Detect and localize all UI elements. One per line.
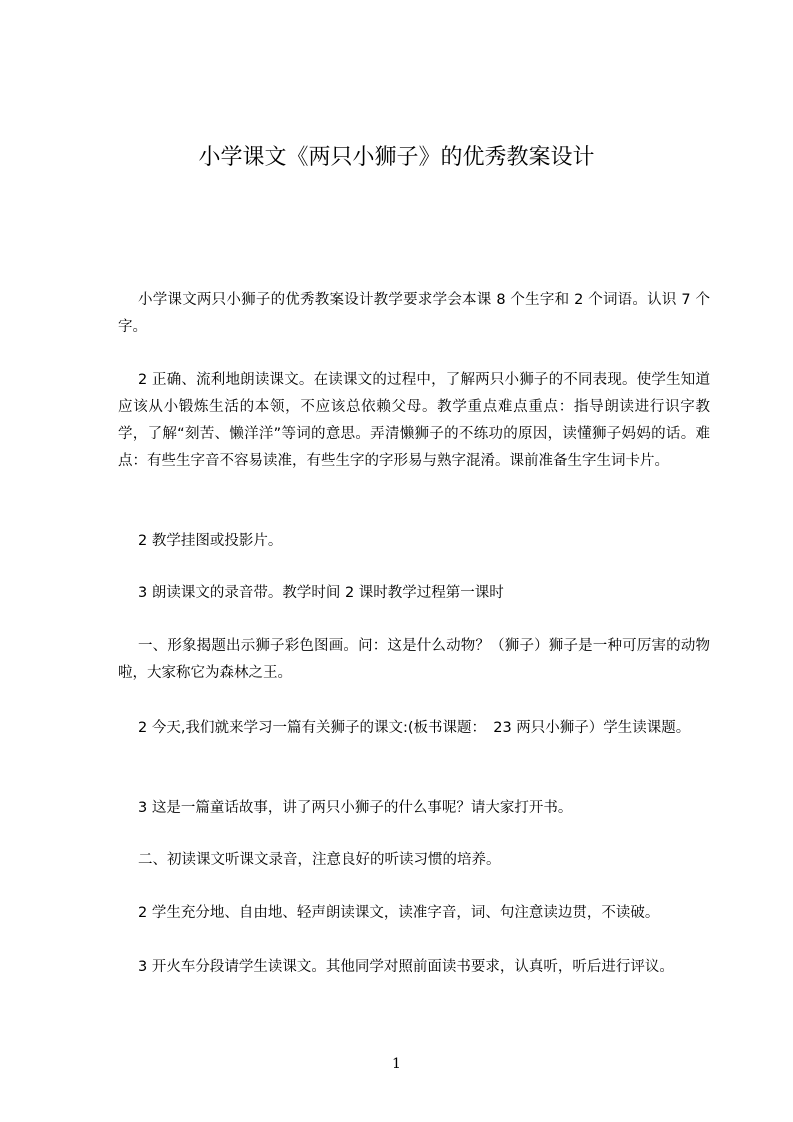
paragraph-1: 小学课文两只小狮子的优秀教案设计教学要求学会本课 8 个生字和 2 个词语。认识 7 个字。	[118, 292, 710, 335]
paragraph-9: 2 学生充分地、自由地、轻声朗读课文，读准字音，词、句注意读边贯，不读破。	[138, 905, 660, 921]
paragraph-10: 3 开火车分段请学生读课文。其他同学对照前面读书要求，认真听，听后进行评议。	[138, 959, 674, 975]
document-title: 小学课文《两只小狮子》的优秀教案设计	[198, 145, 595, 170]
paragraph-5: 一、形象揭题出示狮子彩色图画。问：这是什么动物？（狮子）狮子是一种可厉害的动物啦，大家称它为森林之王。	[118, 638, 710, 681]
paragraph-4: 3 朗读课文的录音带。教学时间 2 课时教学过程第一课时	[138, 585, 504, 601]
paragraph-8: 二、初读课文听课文录音，注意良好的听读习惯的培养。	[138, 852, 501, 868]
paragraph-3: 2 教学挂图或投影片。	[138, 533, 283, 549]
page-number: 1	[392, 1056, 401, 1072]
paragraph-2: 2 正确、流利地朗读课文。在读课文的过程中，了解两只小狮子的不同表现。使学生知道应该从小锻炼生活的本领，不应该总依赖父母。教学重点难点重点：指导朗读进行识字教学，了解“刻苦、懒洋洋”等词的意思。弄清懒狮子的不练功的原因，读懂狮子妈妈的话。难点：有些生字音不容易读准，有些生字的字形易与熟字混淆。课前准备生字生词卡片。	[118, 372, 710, 469]
paragraph-6: 2 今天,我们就来学习一篇有关狮子的课文:(板书课题： 23 两只小狮子）学生读课题。	[138, 720, 691, 736]
paragraph-7: 3 这是一篇童话故事，讲了两只小狮子的什么事呢？请大家打开书。	[138, 800, 573, 816]
